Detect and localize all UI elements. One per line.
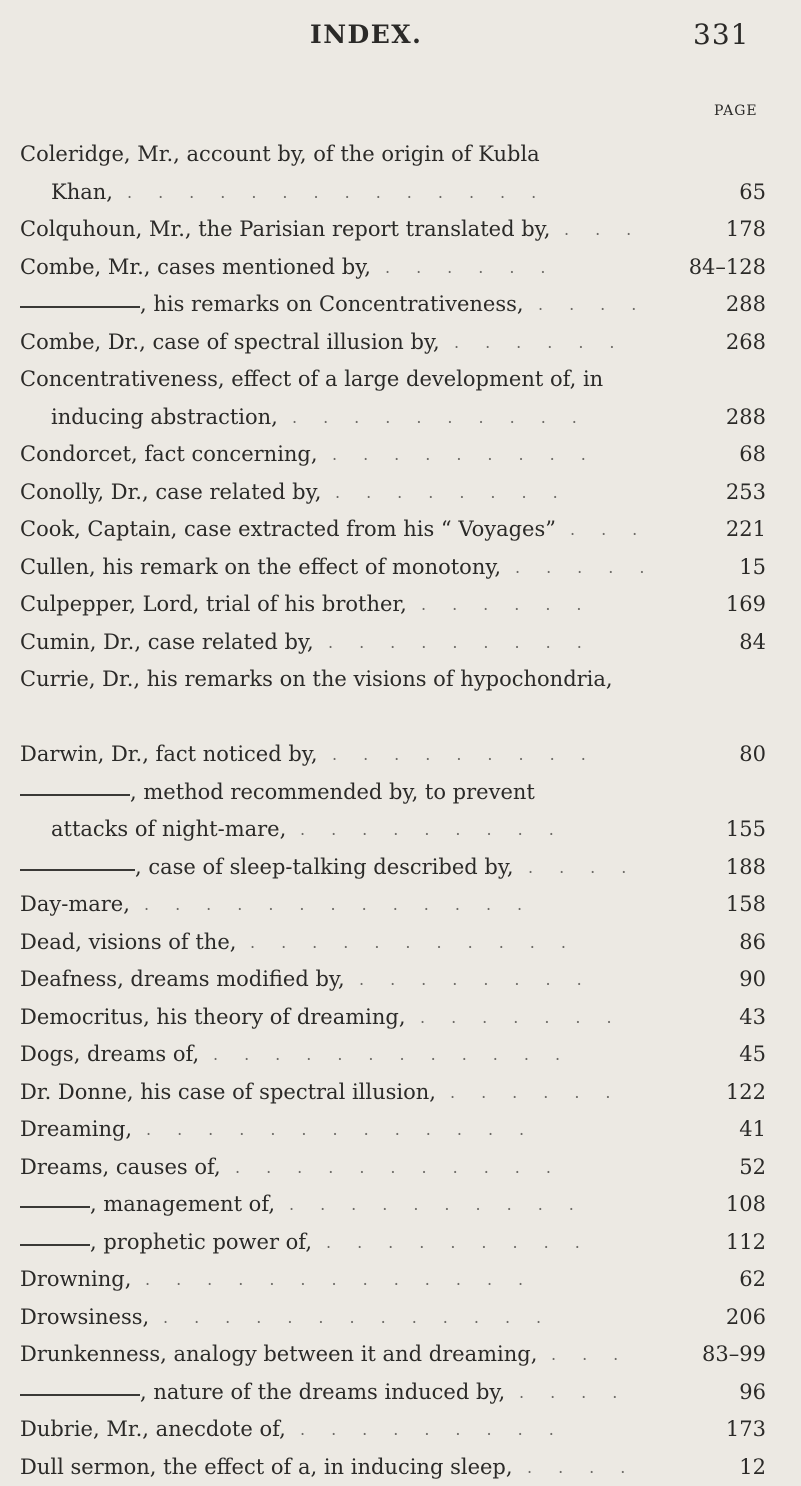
ditto-dash — [20, 1394, 140, 1396]
entry-text: Coleridge, Mr., account by, of the origin of Kubla — [20, 136, 540, 174]
entry-text: Conolly, Dr., case related by, — [20, 474, 321, 512]
index-entry — [0, 324, 801, 362]
index-entry — [0, 1186, 801, 1224]
index-entry — [0, 361, 801, 399]
entry-text: Drunkenness, analogy between it and dreaming, — [20, 1336, 537, 1374]
index-entry — [0, 1411, 801, 1449]
leader-dots: ...... — [454, 324, 712, 362]
entry-text: Cullen, his remark on the effect of monotony, — [20, 549, 501, 587]
index-entry — [0, 774, 801, 812]
index-entry — [0, 736, 801, 774]
entry-text: Dr. Donne, his case of spectral illusion, — [20, 1074, 436, 1112]
leader-dots: .... — [519, 1374, 725, 1412]
index-entry — [0, 1261, 801, 1299]
entry-page-number: 253 — [726, 474, 766, 512]
index-entry — [0, 1374, 801, 1412]
leader-dots: ... — [551, 1336, 688, 1374]
leader-dots: ...... — [385, 249, 675, 287]
leader-dots: ............. — [146, 1111, 725, 1149]
entry-text: , nature of the dreams induced by, — [140, 1374, 505, 1412]
entry-text: Concentrativeness, effect of a large development of, in — [20, 361, 603, 399]
index-entry — [0, 174, 801, 212]
index-entry — [0, 624, 801, 662]
index-entry — [0, 286, 801, 324]
ditto-dash — [20, 869, 135, 871]
blank-line — [0, 699, 801, 737]
page-column-label: PAGE — [714, 103, 758, 119]
entry-page-number: 178 — [726, 211, 766, 249]
entry-text: Dogs, dreams of, — [20, 1036, 199, 1074]
entry-page-number: 173 — [726, 1411, 766, 1449]
entry-page-number: 52 — [739, 1149, 766, 1187]
entry-text: , prophetic power of, — [90, 1224, 312, 1262]
leader-dots: ...... — [421, 586, 712, 624]
entry-page-number: 84 — [739, 624, 766, 662]
entry-text: Khan, — [51, 174, 113, 212]
entry-page-number: 122 — [726, 1074, 766, 1112]
entry-text: , his remarks on Concentrativeness, — [140, 286, 524, 324]
index-entry — [0, 1074, 801, 1112]
entry-text: Dubrie, Mr., anecdote of, — [20, 1411, 286, 1449]
index-entry — [0, 1449, 801, 1486]
index-entry — [0, 811, 801, 849]
entry-page-number: 84–128 — [689, 249, 766, 287]
entry-text: , case of sleep-talking described by, — [135, 849, 514, 887]
entry-page-number: 108 — [726, 1186, 766, 1224]
leader-dots: ......... — [326, 1224, 712, 1262]
entry-page-number: 90 — [739, 961, 766, 999]
leader-dots: ... — [570, 511, 712, 549]
entry-page-number: 158 — [726, 886, 766, 924]
leader-dots: ............. — [144, 886, 712, 924]
entry-text: Darwin, Dr., fact noticed by, — [20, 736, 318, 774]
entry-page-number: 12 — [739, 1449, 766, 1486]
index-entry — [0, 249, 801, 287]
leader-dots: ............. — [163, 1299, 712, 1337]
index-entry — [0, 1336, 801, 1374]
leader-dots: ......... — [300, 811, 712, 849]
leader-dots: ........ — [335, 474, 712, 512]
index-entry — [0, 961, 801, 999]
entry-text: attacks of night-mare, — [51, 811, 286, 849]
entry-page-number: 80 — [739, 736, 766, 774]
leader-dots: ............ — [213, 1036, 725, 1074]
index-entry — [0, 849, 801, 887]
entry-text: Condorcet, fact concerning, — [20, 436, 318, 474]
index-entry — [0, 661, 801, 699]
leader-dots: ......... — [328, 624, 725, 662]
leader-dots: .... — [527, 1449, 725, 1486]
leader-dots: ......... — [300, 1411, 712, 1449]
entry-text: Cook, Captain, case extracted from his “ Voyages” — [20, 511, 556, 549]
index-entry — [0, 886, 801, 924]
leader-dots: ........ — [359, 961, 725, 999]
entry-text: Dull sermon, the effect of a, in inducing sleep, — [20, 1449, 513, 1486]
leader-dots: .......... — [292, 399, 712, 437]
entry-page-number: 96 — [739, 1374, 766, 1412]
leader-dots: ......... — [332, 436, 725, 474]
leader-dots: ..... — [515, 549, 725, 587]
entry-page-number: 169 — [726, 586, 766, 624]
index-entry — [0, 399, 801, 437]
entry-page-number: 86 — [739, 924, 766, 962]
entry-page-number: 15 — [739, 549, 766, 587]
index-entry — [0, 586, 801, 624]
entry-text: Combe, Mr., cases mentioned by, — [20, 249, 371, 287]
page-number: 331 — [693, 18, 749, 51]
ditto-dash — [20, 306, 140, 308]
index-entries — [0, 136, 801, 1486]
index-entry — [0, 1036, 801, 1074]
entry-text: , management of, — [90, 1186, 275, 1224]
index-entry — [0, 211, 801, 249]
entry-page-number: 155 — [726, 811, 766, 849]
entry-page-number: 268 — [726, 324, 766, 362]
entry-text: Dead, visions of the, — [20, 924, 236, 962]
entry-page-number: 43 — [739, 999, 766, 1037]
entry-text: Cumin, Dr., case related by, — [20, 624, 314, 662]
index-entry — [0, 924, 801, 962]
index-entry — [0, 511, 801, 549]
index-entry — [0, 1111, 801, 1149]
index-entry — [0, 436, 801, 474]
entry-text: Dreams, causes of, — [20, 1149, 221, 1187]
leader-dots: .... — [528, 849, 712, 887]
leader-dots: ........... — [250, 924, 725, 962]
entry-page-number: 206 — [726, 1299, 766, 1337]
entry-text: Day-mare, — [20, 886, 130, 924]
entry-text: Dreaming, — [20, 1111, 132, 1149]
index-entry — [0, 549, 801, 587]
index-entry — [0, 1149, 801, 1187]
index-entry — [0, 1299, 801, 1337]
entry-page-number: 83–99 — [702, 1336, 766, 1374]
entry-text: Drowsiness, — [20, 1299, 149, 1337]
entry-page-number: 221 — [726, 511, 766, 549]
ditto-dash — [20, 1244, 90, 1246]
entry-page-number: 188 — [726, 849, 766, 887]
entry-text: inducing abstraction, — [51, 399, 278, 437]
entry-page-number: 65 — [739, 174, 766, 212]
leader-dots: .... — [538, 286, 712, 324]
ditto-dash — [20, 1206, 90, 1208]
leader-dots: ........... — [235, 1149, 725, 1187]
index-entry — [0, 136, 801, 174]
leader-dots: .......... — [289, 1186, 712, 1224]
index-entry — [0, 474, 801, 512]
index-entry — [0, 1224, 801, 1262]
entry-page-number: 62 — [739, 1261, 766, 1299]
entry-page-number: 112 — [726, 1224, 766, 1262]
leader-dots: ... — [564, 211, 712, 249]
entry-page-number: 45 — [739, 1036, 766, 1074]
entry-text: Deafness, dreams modified by, — [20, 961, 345, 999]
entry-page-number: 288 — [726, 286, 766, 324]
entry-text: Combe, Dr., case of spectral illusion by, — [20, 324, 440, 362]
entry-text: , method recommended by, to prevent — [130, 774, 535, 812]
entry-page-number: 288 — [726, 399, 766, 437]
leader-dots: ............. — [145, 1261, 725, 1299]
leader-dots: ...... — [450, 1074, 712, 1112]
entry-text: Culpepper, Lord, trial of his brother, — [20, 586, 407, 624]
entry-text: Colquhoun, Mr., the Parisian report translated by, — [20, 211, 550, 249]
running-title: INDEX. — [310, 20, 422, 49]
entry-text: Currie, Dr., his remarks on the visions of hypochondria, — [20, 661, 613, 699]
leader-dots: .............. — [127, 174, 725, 212]
entry-text: Drowning, — [20, 1261, 131, 1299]
leader-dots: ....... — [420, 999, 725, 1037]
entry-page-number: 68 — [739, 436, 766, 474]
leader-dots: ......... — [332, 736, 725, 774]
index-entry — [0, 999, 801, 1037]
entry-page-number: 41 — [739, 1111, 766, 1149]
ditto-dash — [20, 794, 130, 796]
entry-text: Democritus, his theory of dreaming, — [20, 999, 406, 1037]
